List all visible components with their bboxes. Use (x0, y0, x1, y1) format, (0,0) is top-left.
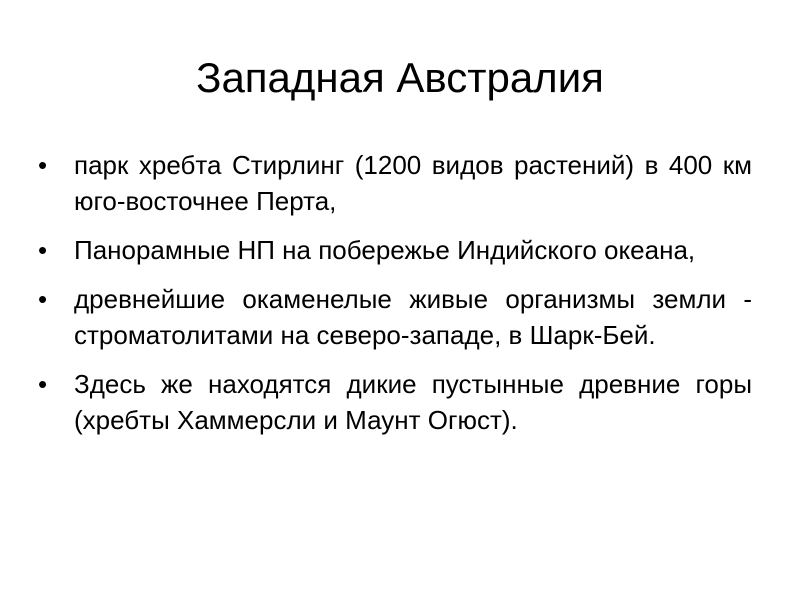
bullet-item (38, 147, 752, 219)
bullet-item (38, 232, 752, 268)
slide-title: Западная Австралия (196, 54, 604, 101)
bullet-text: парк хребта Стирлинг (1200 видов растений) в 400 км юго-восточнее Перта, (74, 150, 752, 216)
bullet-text: Панорамные НП на побережье Индийского океана, (74, 235, 696, 265)
bullet-icon: • (38, 369, 48, 399)
bullet-item (38, 281, 752, 353)
bullet-item (38, 366, 752, 438)
bullet-text: древнейшие окаменелые живые организмы земли - строматолитами на северо-западе, в Шарк-Бей. (74, 284, 752, 350)
bullet-icon: • (38, 284, 48, 314)
bullet-list (38, 147, 752, 451)
bullet-text: Здесь же находятся дикие пустынные древние горы (хребты Хаммерсли и Маунт Огюст). (74, 369, 752, 435)
bullet-icon: • (38, 235, 48, 265)
bullet-icon: • (38, 150, 48, 180)
